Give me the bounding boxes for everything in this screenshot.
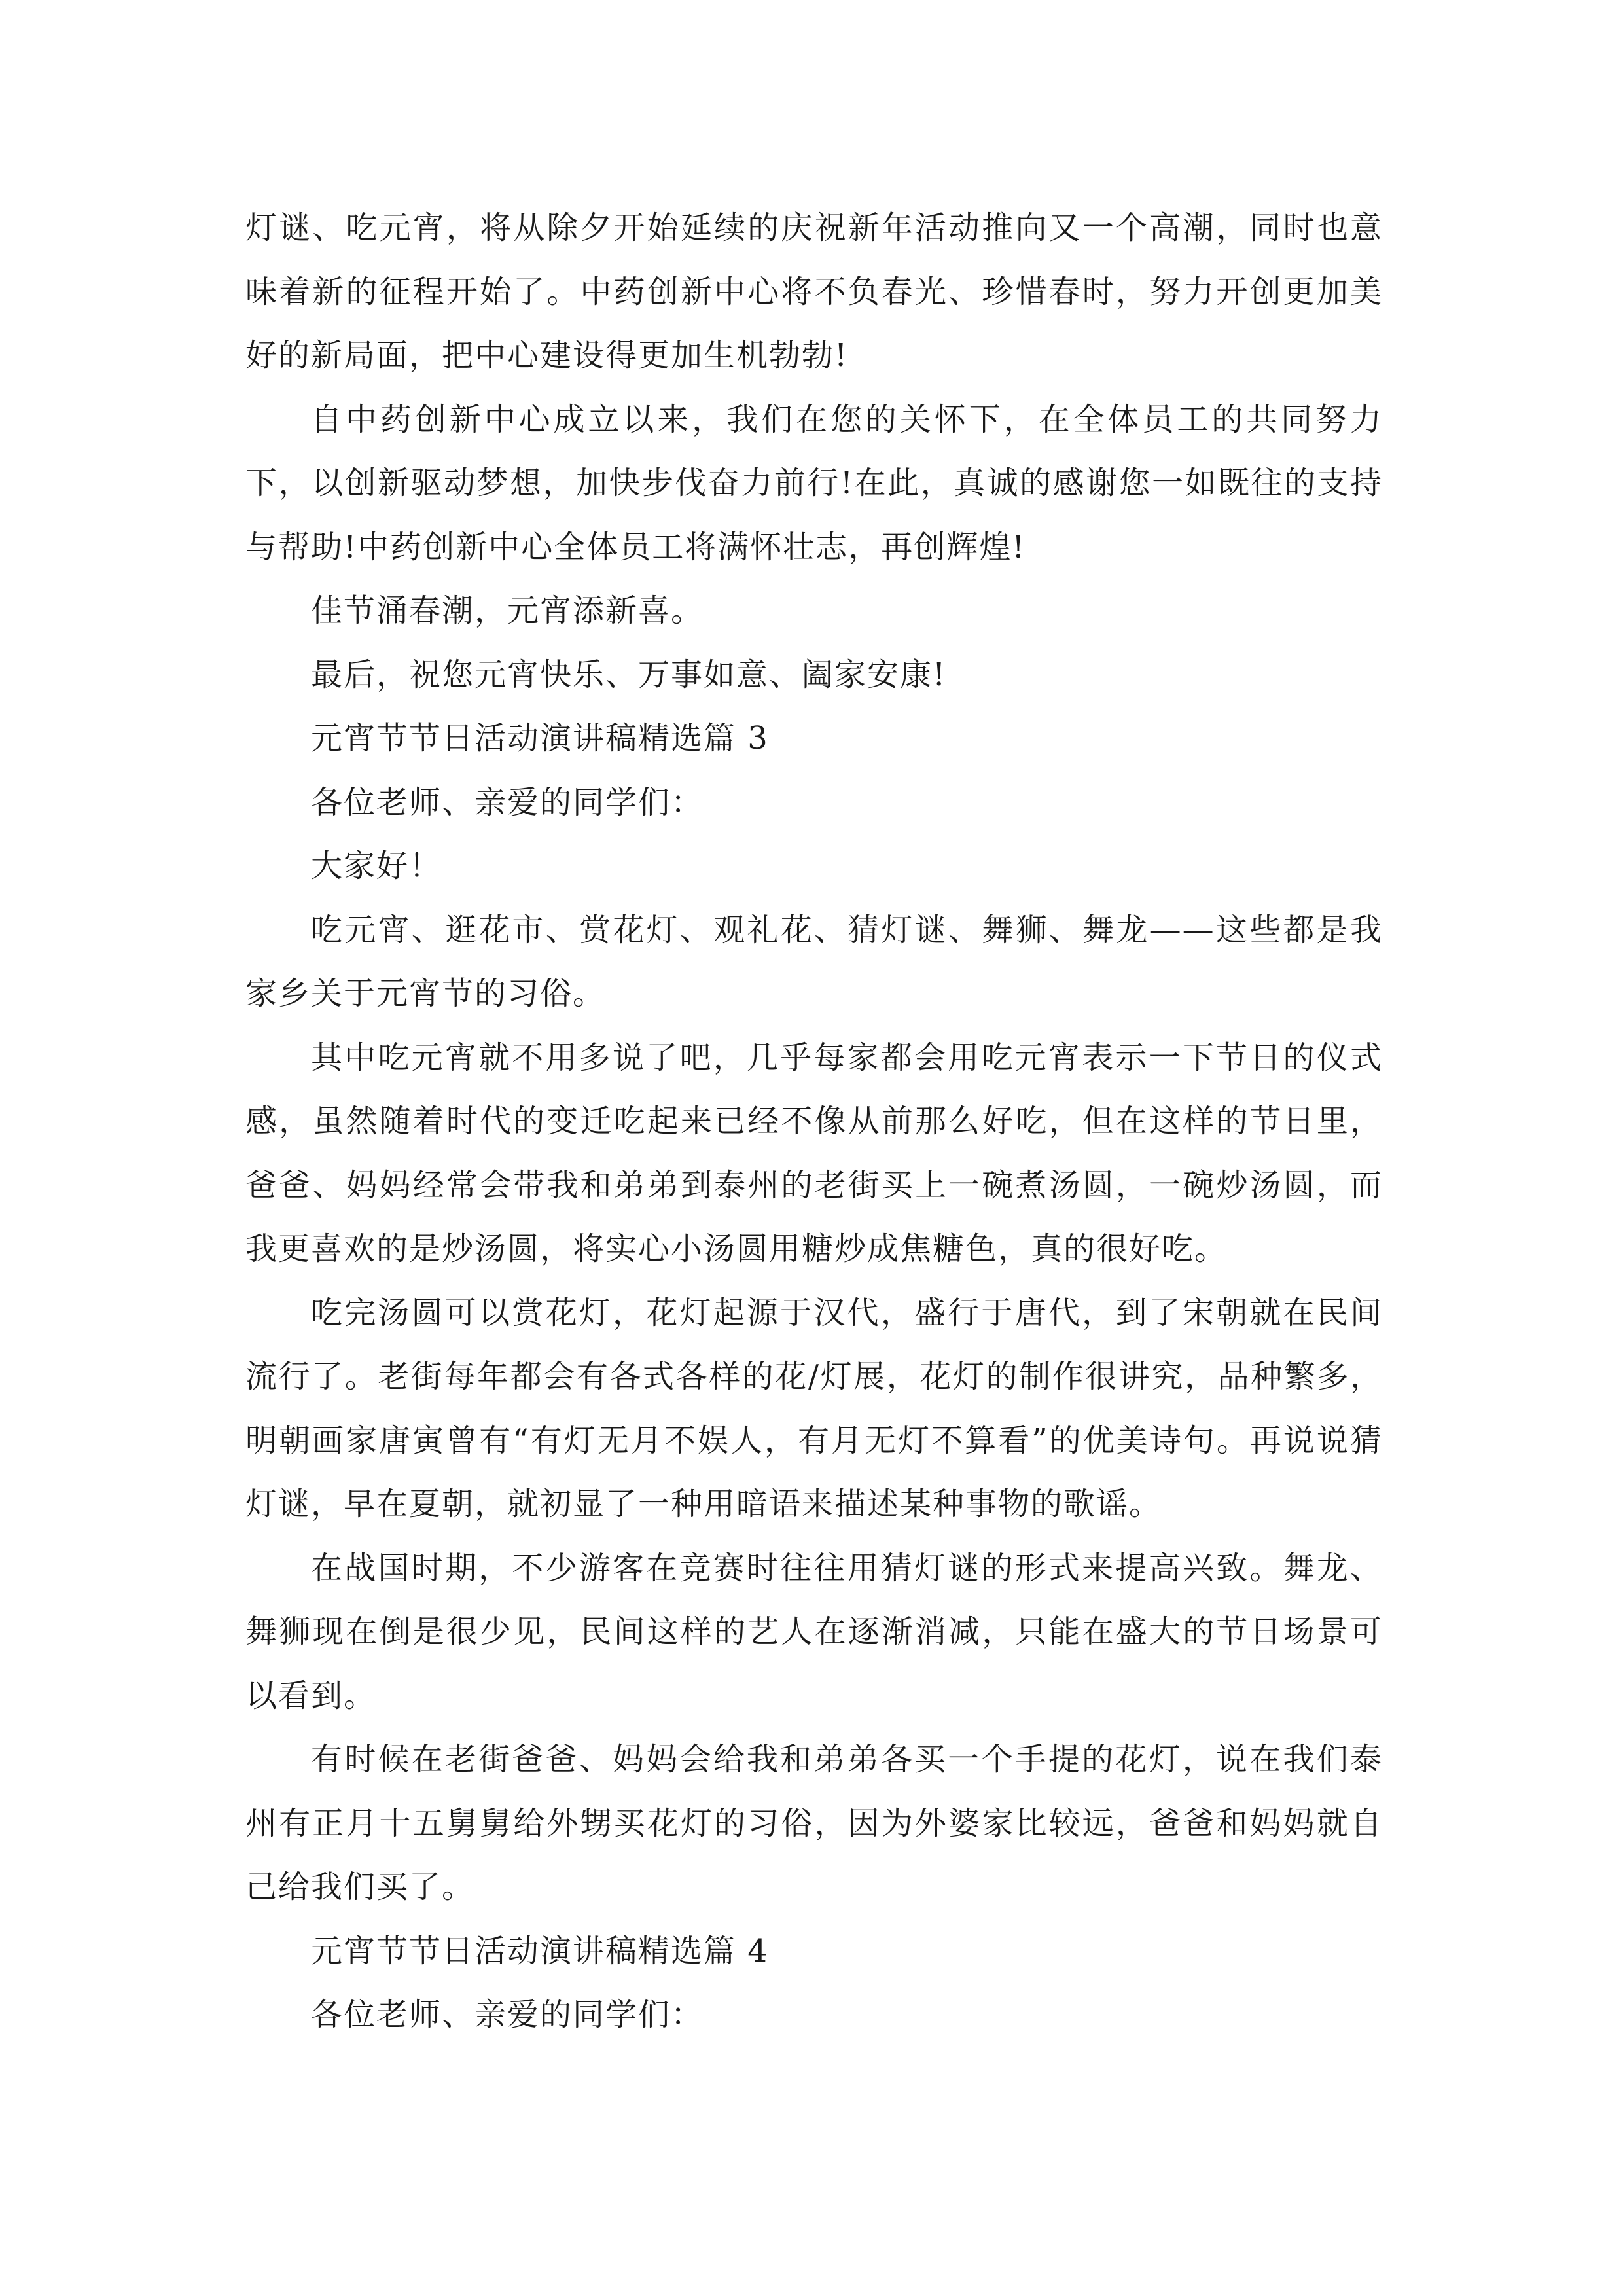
greeting: 大家好！ xyxy=(311,848,442,884)
section-heading: 元宵节节日活动演讲稿精选篇 3 xyxy=(311,720,769,757)
paragraph: 有时候在老街爸爸、妈妈会给我和弟弟各买一个手提的花灯，说在我们泰州有正月十五舅舅给外甥买花灯的习俗，因为外婆家比较远，爸爸和妈妈就自己给我们买了。 xyxy=(245,1741,1383,1905)
salutation: 各位老师、亲爱的同学们： xyxy=(311,1996,704,2033)
paragraph: 最后，祝您元宵快乐、万事如意、阖家安康! xyxy=(311,656,947,693)
paragraph: 佳节涌春潮，元宵添新喜。 xyxy=(311,592,704,629)
paragraph: 在战国时期，不少游客在竞赛时往往用猜灯谜的形式来提高兴致。舞龙、舞狮现在倒是很少见，民间这样的艺人在逐渐消减，只能在盛大的节日场景可以看到。 xyxy=(245,1549,1383,1714)
paragraph: 自中药创新中心成立以来，我们在您的关怀下，在全体员工的共同努力下，以创新驱动梦想，加快步伐奋力前行!在此，真诚的感谢您一如既往的支持与帮助!中药创新中心全体员工将满怀壮志，再创辉煌! xyxy=(245,401,1383,565)
paragraph: 吃完汤圆可以赏花灯，花灯起源于汉代，盛行于唐代，到了宋朝就在民间流行了。老街每年都会有各式各样的花/灯展，花灯的制作很讲究，品种繁多，明朝画家唐寅曾有“有灯无月不娱人，有月无灯不算看”的优美诗句。再说说猜灯谜，早在夏朝，就初显了一种用暗语来描述某种事物的歌谣。 xyxy=(245,1294,1383,1522)
paragraph: 其中吃元宵就不用多说了吧，几乎每家都会用吃元宵表示一下节日的仪式感，虽然随着时代的变迁吃起来已经不像从前那么好吃，但在这样的节日里，爸爸、妈妈经常会带我和弟弟到泰州的老街买上一碗煮汤圆，一碗炒汤圆，而我更喜欢的是炒汤圆，将实心小汤圆用糖炒成焦糖色，真的很好吃。 xyxy=(245,1039,1383,1267)
salutation: 各位老师、亲爱的同学们： xyxy=(311,783,704,821)
paragraph-continuation: 灯谜、吃元宵，将从除夕开始延续的庆祝新年活动推向又一个高潮，同时也意味着新的征程开始了。中药创新中心将不负春光、珍惜春时，努力开创更加美好的新局面，把中心建设得更加生机勃勃! xyxy=(245,209,1383,374)
section-heading: 元宵节节日活动演讲稿精选篇 4 xyxy=(311,1932,769,1969)
document-body xyxy=(245,196,1383,2047)
paragraph: 吃元宵、逛花市、赏花灯、观礼花、猜灯谜、舞狮、舞龙——这些都是我家乡关于元宵节的习俗。 xyxy=(245,911,1383,1012)
